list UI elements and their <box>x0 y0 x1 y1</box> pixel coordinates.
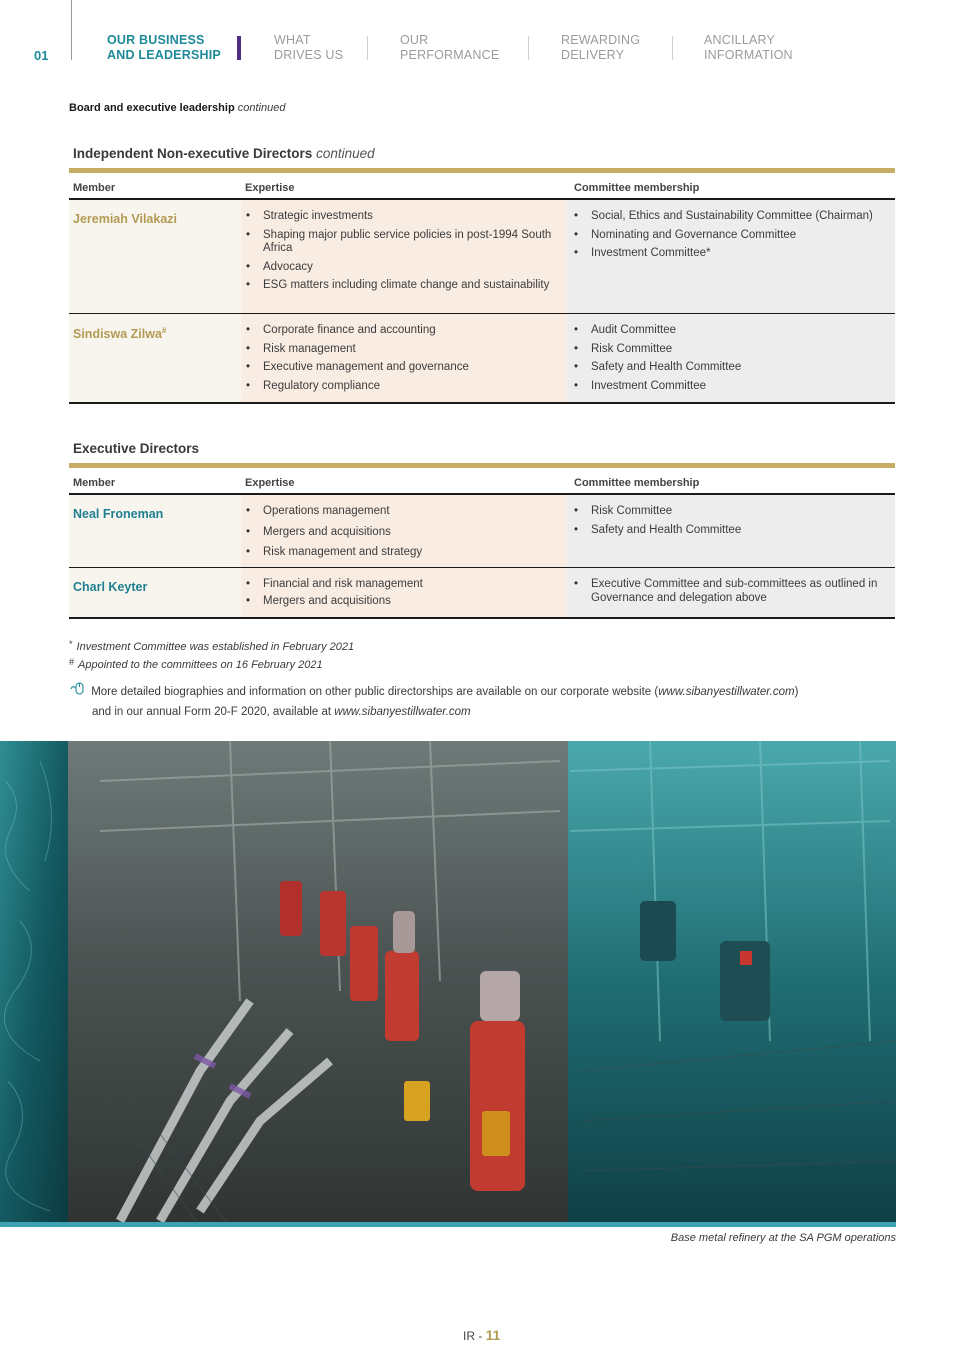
member-name-text: Charl Keyter <box>73 580 148 594</box>
footnote-text: Appointed to the committees on 16 February 2021 <box>78 659 323 671</box>
nav-divider <box>672 36 673 60</box>
header-expertise: Expertise <box>245 182 295 194</box>
committee-item: • Investment Committee <box>573 380 895 394</box>
member-name-text: Sindiswa Zilwa <box>73 327 162 342</box>
expertise-cell <box>241 568 567 617</box>
expertise-item: • Strategic investments <box>245 210 567 224</box>
footnote <box>69 657 323 671</box>
table-title-text: Executive Directors <box>73 441 200 456</box>
expertise-item: • Executive management and governance <box>245 361 567 375</box>
nav-divider <box>71 0 72 60</box>
more-info-text: and in our annual Form 20-F 2020, available at <box>92 706 335 718</box>
table-header <box>69 173 895 200</box>
header-member: Member <box>73 182 116 194</box>
nav-label-line1: REWARDING <box>561 33 641 47</box>
table-title-suffix: continued <box>316 146 375 161</box>
nav-divider <box>367 36 368 60</box>
expertise-cell <box>241 200 567 313</box>
member-name <box>69 568 241 617</box>
nav-item-what-drives-us[interactable] <box>274 33 343 63</box>
header-committee: Committee membership <box>574 477 700 489</box>
committee-cell <box>567 495 895 567</box>
table-title-exec <box>73 441 199 456</box>
table-row <box>69 200 895 314</box>
more-info-note <box>70 681 880 721</box>
nav-item-rewarding-delivery[interactable] <box>561 33 640 63</box>
nav-label-line2: PERFORMANCE <box>400 48 500 62</box>
expertise-item: • Financial and risk management <box>245 578 567 592</box>
member-name-text: Neal Froneman <box>73 507 164 521</box>
nav-label-line1: ANCILLARY <box>704 33 776 47</box>
committee-cell <box>567 314 895 402</box>
header-expertise: Expertise <box>245 477 295 489</box>
member-mark: # <box>161 326 167 335</box>
expertise-item: • Mergers and acquisitions <box>245 526 567 540</box>
nav-divider <box>528 36 529 60</box>
nav-item-our-business[interactable] <box>107 33 221 63</box>
nav-label-line2: DRIVES US <box>274 48 344 62</box>
table-title-nonexec <box>73 146 375 161</box>
footnote-mark: # <box>69 657 75 667</box>
committee-item: • Audit Committee <box>573 324 895 338</box>
photo-caption: Base metal refinery at the SA PGM operations <box>670 1232 896 1244</box>
expertise-item: • Shaping major public service policies in post-1994 South Africa <box>245 229 567 256</box>
nonexec-directors-table <box>69 168 895 404</box>
photo-accent-rule <box>0 1222 896 1227</box>
expertise-item: • Regulatory compliance <box>245 380 567 394</box>
expertise-cell <box>241 495 567 567</box>
page-heading-title: Board and executive leadership <box>69 102 235 114</box>
table-row <box>69 495 895 568</box>
header-committee: Committee membership <box>574 182 700 194</box>
page-heading-suffix: continued <box>237 102 286 114</box>
page-number <box>463 1327 500 1343</box>
more-info-text: ) <box>794 686 799 698</box>
footnote-mark: * <box>69 639 73 649</box>
expertise-item: • ESG matters including climate change and sustainability <box>245 279 567 293</box>
page-number-prefix: IR - <box>463 1329 486 1343</box>
expertise-cell <box>241 314 567 402</box>
expertise-item: • Corporate finance and accounting <box>245 324 567 338</box>
nav-label-line2: AND LEADERSHIP <box>107 48 221 62</box>
committee-item: • Risk Committee <box>573 505 895 519</box>
top-navigation <box>0 0 965 80</box>
committee-cell <box>567 568 895 617</box>
expertise-item: • Advocacy <box>245 261 567 275</box>
expertise-item: • Operations management <box>245 505 567 519</box>
table-title-text: Independent Non-executive Directors <box>73 146 313 161</box>
exec-directors-table <box>69 463 895 619</box>
expertise-item: • Risk management <box>245 343 567 357</box>
committee-item: • Investment Committee* <box>573 247 895 261</box>
page-heading <box>69 102 285 114</box>
member-name <box>69 200 241 313</box>
table-row <box>69 314 895 404</box>
expertise-item: • Mergers and acquisitions <box>245 595 567 609</box>
member-name-text: Jeremiah Vilakazi <box>73 212 178 226</box>
footnote-text: Investment Committee was established in February 2021 <box>76 641 355 653</box>
nav-label-line1: OUR BUSINESS <box>107 33 205 47</box>
table-header <box>69 468 895 495</box>
nav-label-line2: DELIVERY <box>561 48 625 62</box>
footnote <box>69 639 354 653</box>
committee-item: • Executive Committee and sub-committees as outlined in Governance and delegation above <box>573 578 895 605</box>
more-info-text: More detailed biographies and information on other public directorships are available on our corporate website ( <box>91 686 659 698</box>
nav-label-line1: WHAT <box>274 33 311 47</box>
nav-label-line1: OUR <box>400 33 429 47</box>
mouse-click-icon <box>70 681 88 703</box>
nav-item-ancillary-information[interactable] <box>704 33 793 63</box>
committee-item: • Social, Ethics and Sustainability Committee (Chairman) <box>573 210 895 224</box>
page-number-value: 11 <box>485 1327 501 1343</box>
member-name <box>69 314 241 402</box>
nav-item-our-performance[interactable] <box>400 33 499 63</box>
member-name <box>69 495 241 567</box>
committee-item: • Safety and Health Committee <box>573 361 895 375</box>
table-row <box>69 568 895 619</box>
committee-item: • Nominating and Governance Committee <box>573 229 895 243</box>
active-section-indicator <box>237 36 241 60</box>
committee-item: • Safety and Health Committee <box>573 524 895 538</box>
refinery-photo <box>0 741 896 1227</box>
website-link[interactable]: www.sibanyestillwater.com <box>658 686 795 698</box>
committee-cell <box>567 200 895 313</box>
nav-label-line2: INFORMATION <box>704 48 793 62</box>
expertise-item: • Risk management and strategy <box>245 546 567 560</box>
committee-item: • Risk Committee <box>573 343 895 357</box>
section-number: 01 <box>34 48 49 63</box>
header-member: Member <box>73 477 116 489</box>
website-link[interactable]: www.sibanyestillwater.com <box>334 706 471 718</box>
